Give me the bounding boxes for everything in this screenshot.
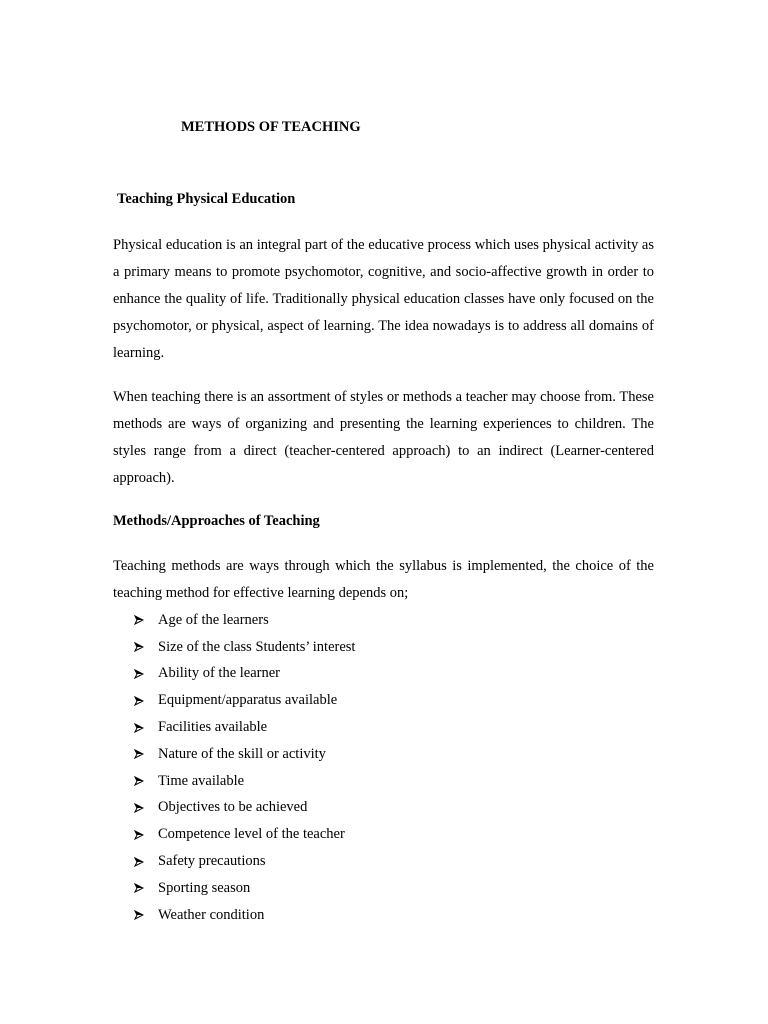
arrowhead-bullet-icon — [134, 642, 158, 652]
list-item-label: Facilities available — [158, 719, 268, 736]
list-item-label: Sporting season — [158, 879, 251, 896]
list-item-label: Nature of the skill or activity — [158, 745, 326, 762]
list-item — [134, 687, 355, 714]
list-item — [134, 821, 355, 848]
list-item-label: Equipment/apparatus available — [158, 692, 338, 709]
section-heading-physical-education: Teaching Physical Education — [117, 191, 296, 207]
paragraph-methods-intro: Teaching methods are ways through which the syllabus is implemented, the choice of the teaching method for effective learning depends on; — [113, 558, 654, 601]
arrowhead-bullet-icon — [134, 749, 158, 759]
list-item — [134, 848, 355, 875]
list-item — [134, 795, 355, 822]
arrowhead-bullet-icon — [134, 615, 158, 625]
arrowhead-bullet-icon — [134, 910, 158, 920]
arrowhead-bullet-icon — [134, 857, 158, 867]
document-title: METHODS OF TEACHING — [181, 119, 361, 135]
arrowhead-bullet-icon — [134, 776, 158, 786]
arrowhead-bullet-icon — [134, 723, 158, 733]
list-item-label: Weather condition — [158, 906, 265, 923]
section-heading-methods: Methods/Approaches of Teaching — [113, 513, 320, 529]
paragraph-teaching-styles: When teaching there is an assortment of styles or methods a teacher may choose from. These methods are ways of organizing and presenting the learning experiences to children. The styles range from a direct (teacher-centered approach) to an indirect (Learner-centered approach). — [113, 389, 654, 486]
list-item — [134, 661, 355, 688]
list-item — [134, 902, 355, 929]
list-item-label: Size of the class Students’ interest — [158, 638, 356, 655]
arrowhead-bullet-icon — [134, 830, 158, 840]
arrowhead-bullet-icon — [134, 883, 158, 893]
list-item-label: Time available — [158, 772, 245, 789]
arrowhead-bullet-icon — [134, 696, 158, 706]
list-item — [134, 634, 355, 661]
list-item — [134, 768, 355, 795]
list-item — [134, 741, 355, 768]
arrowhead-bullet-icon — [134, 803, 158, 813]
list-item — [134, 714, 355, 741]
factor-list — [134, 607, 355, 929]
list-item-label: Competence level of the teacher — [158, 826, 345, 843]
list-item-label: Age of the learners — [158, 611, 269, 628]
arrowhead-bullet-icon — [134, 669, 158, 679]
list-item-label: Safety precautions — [158, 853, 266, 870]
list-item — [134, 875, 355, 902]
paragraph-physical-education-definition: Physical education is an integral part of the educative process which uses physical activity as a primary means to promote psychomotor, cognitive, and socio-affective growth in order to enhance the quality of life. Traditionally physical education classes have only focused on the psychomotor, or physical, aspect of learning. The idea nowadays is to address all domains of learning. — [113, 237, 654, 361]
list-item-label: Objectives to be achieved — [158, 799, 308, 816]
list-item-label: Ability of the learner — [158, 665, 280, 682]
list-item — [134, 607, 355, 634]
